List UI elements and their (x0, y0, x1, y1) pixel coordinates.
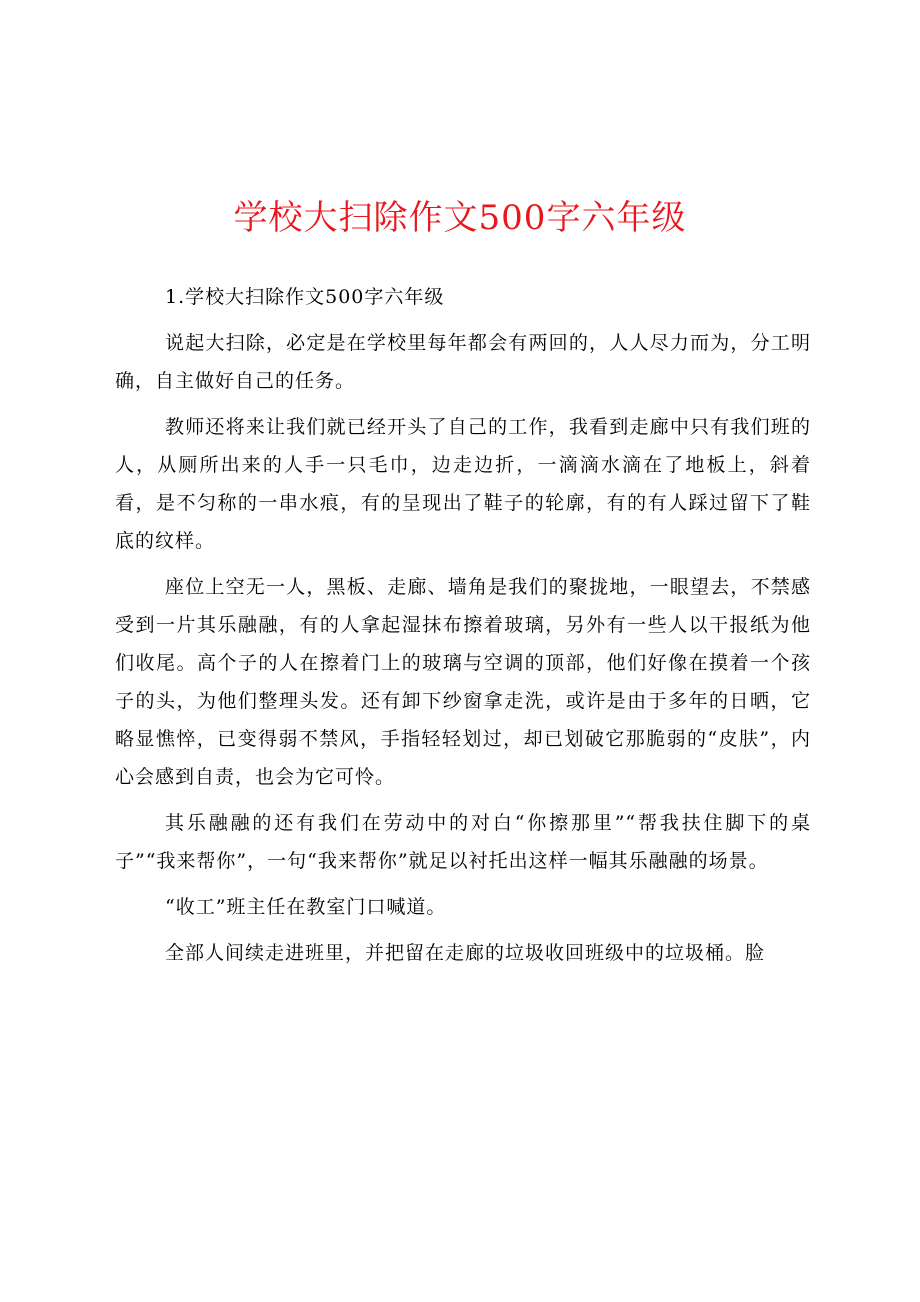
document-title: 学校大扫除作文500字六年级 (233, 198, 687, 238)
document-body (115, 278, 811, 980)
paragraph: 其乐融融的还有我们在劳动中的对白“你擦那里”“帮我扶住脚下的桌子”“我来帮你”，一句“我来帮你”就足以衬托出这样一幅其乐融融的场景。 (115, 812, 811, 872)
paragraph: 座位上空无一人，黑板、走廊、墙角是我们的聚拢地，一眼望去，不禁感受到一片其乐融融，有的人拿起湿抹布擦着玻璃，另外有一些人以干报纸为他们收尾。高个子的人在擦着门上的玻璃与空调的顶部，他们好像在摸着一个孩子的头，为他们整理头发。还有卸下纱窗拿走洗，或许是由于多年的日晒，它略显憔悴，已变得弱不禁风，手指轻轻划过，却已划破它那脆弱的“皮肤”，内心会感到自责，也会为它可怜。 (115, 576, 811, 788)
section-heading: 1.学校大扫除作文500字六年级 (165, 286, 445, 308)
paragraph: “收工”班主任在教室门口喊道。 (165, 896, 447, 918)
paragraph: 全部人间续走进班里，并把留在走廊的垃圾收回班级中的垃圾桶。脸 (165, 942, 766, 964)
paragraph: 教师还将来让我们就已经开头了自己的工作，我看到走廊中只有我们班的人，从厕所出来的人手一只毛巾，边走边折，一滴滴水滴在了地板上，斜着看，是不匀称的一串水痕，有的呈现出了鞋子的轮廓，有的有人踩过留下了鞋底的纹样。 (115, 416, 811, 552)
paragraph: 说起大扫除，必定是在学校里每年都会有两回的，人人尽力而为，分工明确，自主做好自己的任务。 (115, 332, 811, 392)
